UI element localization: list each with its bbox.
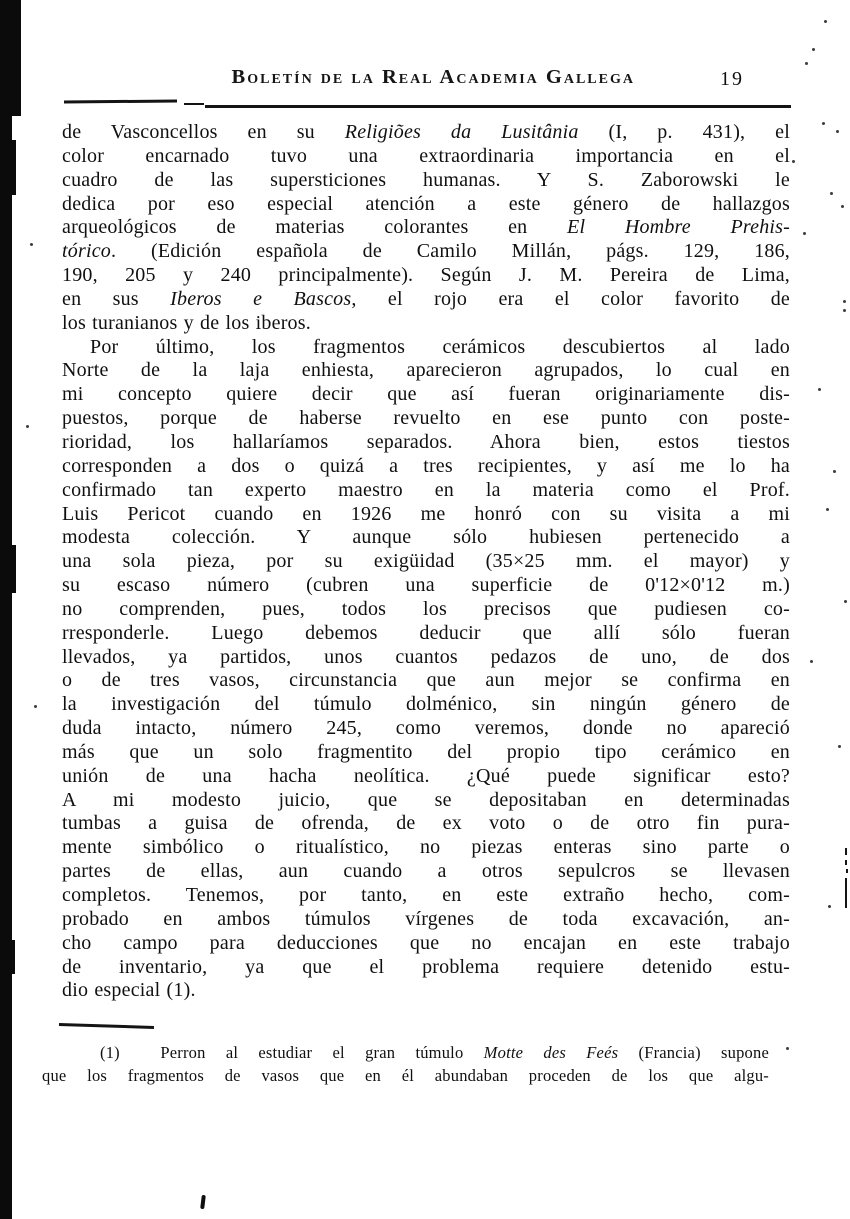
scan-speckle xyxy=(830,192,833,195)
scan-speckle xyxy=(824,20,827,23)
scan-edge-artifact xyxy=(0,140,16,195)
text-line: partes de ellas, aun cuando a otros sepulcros se llevasen xyxy=(62,860,790,883)
scan-ink-mark xyxy=(200,1195,206,1209)
text-line: la investigación del túmulo dolménico, sin ningún género de xyxy=(62,693,790,716)
scan-speckle xyxy=(810,660,813,663)
scan-speckle xyxy=(803,232,806,235)
scan-speckle xyxy=(822,122,825,125)
text-line: probado en ambos túmulos vírgenes de toda excavación, an- xyxy=(62,907,790,930)
text-line: cuadro de las supersticiones humanas. Y S. Zaborowski le xyxy=(62,168,790,191)
text-line: completos. Tenemos, por tanto, en este extraño hecho, com- xyxy=(62,884,790,906)
text-line: Por último, los fragmentos cerámicos descubiertos al lado xyxy=(90,335,790,358)
text-line: tórico. (Edición española de Camilo Millán, págs. 129, 186, xyxy=(62,240,790,263)
text-line: rresponderle. Luego debemos deducir que allí sólo fueran xyxy=(62,621,790,644)
text-line: su escaso número (cubren una superficie de 0'12×0'12 m.) xyxy=(62,574,790,597)
text-line: los turanianos y de los iberos. xyxy=(62,311,311,334)
text-line: dedica por eso especial atención a este género de hallazgos xyxy=(62,192,790,215)
scan-speckle xyxy=(843,300,846,303)
page-number: 19 xyxy=(720,68,744,90)
text-line: (1) Perron al estudiar el gran túmulo Motte des Feés (Francia) supone xyxy=(100,1043,769,1062)
text-line: que los fragmentos de vasos que en él abundaban proceden de los que algu- xyxy=(42,1066,769,1085)
text-line: o de tres vasos, circunstancia que aun mejor se confirma en xyxy=(62,669,790,692)
scan-edge-artifact xyxy=(0,545,16,593)
text-line: modesta colección. Y aunque sólo hubiesen pertenecido a xyxy=(62,526,790,549)
text-line: de Vasconcellos en su Religiões da Lusitânia (I, p. 431), el xyxy=(62,121,790,143)
scan-speckle xyxy=(786,1047,789,1050)
scan-speckle xyxy=(26,425,29,428)
scan-margin-mark xyxy=(845,848,847,855)
text-line: duda intacto, número 245, como veremos, donde no apareció xyxy=(62,717,790,740)
text-line: tumbas a guisa de ofrenda, de ex voto o de otro fin pura- xyxy=(62,812,790,835)
scan-speckle xyxy=(826,508,829,511)
text-line: Luis Pericot cuando en 1926 me honró con su visita a mi xyxy=(62,502,790,525)
text-line: corresponden a dos o quizá a tres recipientes, y así me lo ha xyxy=(62,454,790,477)
scan-speckle xyxy=(818,388,821,391)
text-line: rioridad, los hallaríamos separados. Ahora bien, estos tiestos xyxy=(62,430,790,453)
footnote-rule xyxy=(59,1023,154,1029)
scan-margin-mark xyxy=(846,869,848,873)
text-line: llevados, ya partidos, unos cuantos pedazos de uno, de dos xyxy=(62,645,790,668)
text-line: confirmado tan experto maestro en la materia como el Prof. xyxy=(62,478,790,501)
text-line: Norte de la laja enhiesta, aparecieron agrupados, lo cual en xyxy=(62,359,790,382)
scan-margin-mark xyxy=(845,878,847,908)
scan-speckle xyxy=(833,470,836,473)
text-line: arqueológicos de materias colorantes en El Hombre Prehis- xyxy=(62,216,790,239)
scan-speckle xyxy=(836,130,839,133)
scan-speckle xyxy=(828,905,831,908)
header-rule-mid-segment xyxy=(184,103,204,105)
scan-margin-mark xyxy=(845,860,847,865)
footnote xyxy=(42,1041,769,1087)
scan-edge-artifact xyxy=(0,940,15,974)
page-header xyxy=(62,66,790,96)
scan-edge-artifact xyxy=(0,0,21,116)
text-line: no comprenden, pues, todos los precisos que pudiesen co- xyxy=(62,597,790,620)
scan-speckle xyxy=(844,600,847,603)
header-rule xyxy=(205,105,791,108)
scan-speckle xyxy=(841,205,844,208)
scan-speckle xyxy=(843,309,846,312)
header-rule-left-segment xyxy=(64,100,177,104)
text-line: unión de una hacha neolítica. ¿Qué puede significar esto? xyxy=(62,764,790,787)
body-text xyxy=(62,121,790,1003)
text-line: en sus Iberos e Bascos, el rojo era el color favorito de xyxy=(62,287,790,310)
scan-speckle xyxy=(805,62,808,65)
text-line: mente simbólico o ritualístico, no piezas enteras sino parte o xyxy=(62,836,790,859)
scan-speckle xyxy=(792,160,795,163)
scan-speckle xyxy=(34,705,37,708)
text-line: cho campo para deducciones que no encajan en este trabajo xyxy=(62,931,790,954)
text-line: puestos, porque de haberse revuelto en ese punto con poste- xyxy=(62,407,790,430)
scan-speckle xyxy=(812,48,815,51)
scan-speckle xyxy=(30,243,33,246)
text-line: A mi modesto juicio, que se depositaban en determinadas xyxy=(62,788,790,811)
text-line: una sola pieza, por su exigüidad (35×25 mm. el mayor) y xyxy=(62,550,790,573)
text-line: color encarnado tuvo una extraordinaria importancia en el xyxy=(62,144,790,167)
text-line: mi concepto quiere decir que así fueran originariamente dis- xyxy=(62,383,790,406)
text-line: 190, 205 y 240 principalmente). Según J. M. Pereira de Lima, xyxy=(62,264,790,287)
text-line: dio especial (1). xyxy=(62,979,196,1002)
journal-title: Boletín de la Real Academia Gallega xyxy=(231,66,635,88)
text-line: más que un solo fragmentito del propio tipo cerámico en xyxy=(62,740,790,763)
scan-speckle xyxy=(838,745,841,748)
text-line: de inventario, ya que el problema requiere detenido estu- xyxy=(62,955,790,978)
